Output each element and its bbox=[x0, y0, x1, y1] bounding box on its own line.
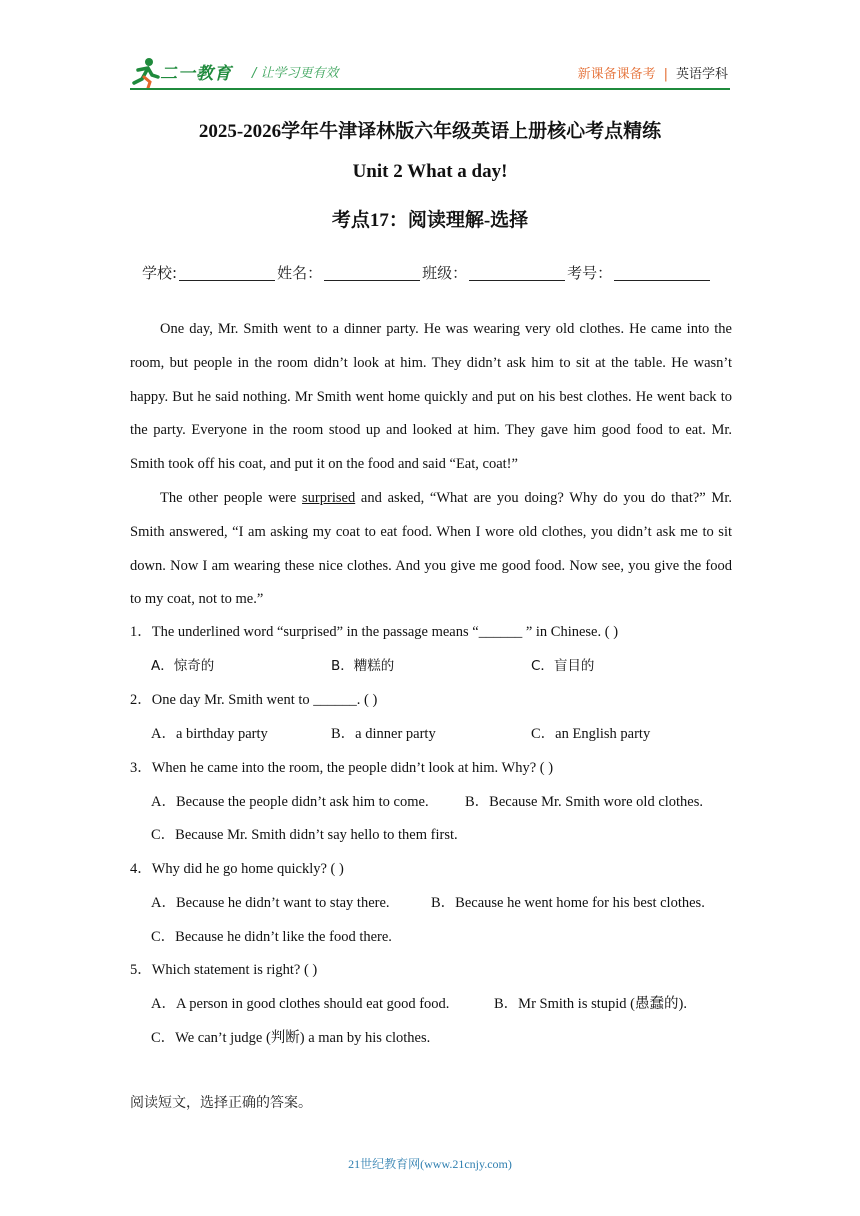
header-subject-label: 英语学科 bbox=[675, 67, 728, 82]
q5-option-c[interactable]: C．We can’t judge (判断) a man by his clothes. bbox=[151, 1030, 431, 1046]
page-footer: 21世纪教育网(www.21cnjy.com) bbox=[348, 1157, 512, 1171]
q1-option-a[interactable]: A．惊奇的 bbox=[151, 658, 215, 674]
q3-option-a[interactable]: A．Because the people didn’t ask him to come. bbox=[151, 794, 429, 810]
runner-logo-icon bbox=[130, 57, 160, 89]
passage-text: The other people were bbox=[160, 489, 303, 506]
passage-text: and asked, “What are you doing? Why do you do that?” Mr. Smith answered, “I am asking my coat to eat food. When I wore old clothes, you didn’t ask me to sit down. Now I am wearing these nice clothes. And you give me good food. Now see, you give the food to my coat, not to me.” bbox=[130, 489, 732, 608]
header-divider bbox=[130, 88, 730, 90]
class-field[interactable] bbox=[469, 264, 565, 281]
q5-option-a[interactable]: A．A person in good clothes should eat good food. bbox=[151, 996, 450, 1012]
question-3: 3．When he came into the room, the people didn’t look at him. Why? ( ) bbox=[130, 760, 554, 776]
q1-option-c[interactable]: C．盲目的 bbox=[531, 658, 595, 674]
school-label: 学校: bbox=[142, 264, 178, 282]
section-title: 考点17：阅读理解-选择 bbox=[331, 210, 529, 231]
student-info-row bbox=[142, 262, 712, 283]
passage-paragraph-1: One day, Mr. Smith went to a dinner party. He was wearing very old clothes. He came into the room, but people in the room didn’t look at him. They didn’t ask him to sit at the table. He wasn’t happy. But he said nothing. Mr Smith went home quickly and put on his best clothes. He went back to the party. Everyone in the room stood up and looked at him. They gave him good food to eat. Mr. Smith took off his coat, and put it on the food and said “Eat, coat!” bbox=[130, 321, 732, 473]
q4-option-a[interactable]: A．Because he didn’t want to stay there. bbox=[151, 895, 390, 911]
next-section-instruction: 阅读短文，选择正确的答案。 bbox=[130, 1095, 312, 1111]
q3-option-b[interactable]: B．Because Mr. Smith wore old clothes. bbox=[465, 794, 704, 810]
question-5: 5．Which statement is right? ( ) bbox=[130, 962, 318, 978]
q2-option-c[interactable]: C．an English party bbox=[531, 726, 651, 742]
q3-option-c[interactable]: C．Because Mr. Smith didn’t say hello to them first. bbox=[151, 827, 458, 843]
name-label: 姓名： bbox=[277, 264, 323, 282]
q2-option-a[interactable]: A．a birthday party bbox=[151, 726, 268, 742]
reading-passage bbox=[130, 313, 732, 617]
q4-option-b[interactable]: B．Because he went home for his best clothes. bbox=[431, 895, 705, 911]
question-4: 4．Why did he go home quickly? ( ) bbox=[130, 861, 344, 877]
header-subject bbox=[578, 63, 728, 82]
page-header bbox=[130, 52, 730, 92]
logo-text: 二一教育 bbox=[160, 64, 232, 84]
exam-number-field[interactable] bbox=[614, 264, 710, 281]
name-field[interactable] bbox=[324, 264, 420, 281]
slogan: / 让学习更有效 bbox=[252, 66, 339, 81]
exam-number-label: 考号： bbox=[567, 264, 613, 282]
unit-title: Unit 2 What a day! bbox=[352, 161, 508, 182]
logo bbox=[130, 57, 240, 89]
document-title: 2025-2026学年牛津译林版六年级英语上册核心考点精练 bbox=[198, 121, 662, 142]
q5-option-b[interactable]: B．Mr Smith is stupid (愚蠢的). bbox=[494, 996, 687, 1012]
question-1: 1．The underlined word “surprised” in the passage means “______ ” in Chinese. ( ) bbox=[130, 624, 619, 640]
q2-option-b[interactable]: B．a dinner party bbox=[331, 726, 436, 742]
passage-paragraph-2 bbox=[130, 482, 732, 617]
q4-option-c[interactable]: C．Because he didn’t like the food there. bbox=[151, 929, 392, 945]
underlined-word: surprised bbox=[302, 489, 356, 506]
q1-option-b[interactable]: B．糟糕的 bbox=[331, 658, 395, 674]
header-separator: | bbox=[663, 67, 668, 82]
school-field[interactable] bbox=[179, 264, 275, 281]
header-tagline: 新课备课备考 bbox=[577, 67, 656, 82]
class-label: 班级： bbox=[422, 264, 468, 282]
question-2: 2．One day Mr. Smith went to ______. ( ) bbox=[130, 692, 378, 708]
